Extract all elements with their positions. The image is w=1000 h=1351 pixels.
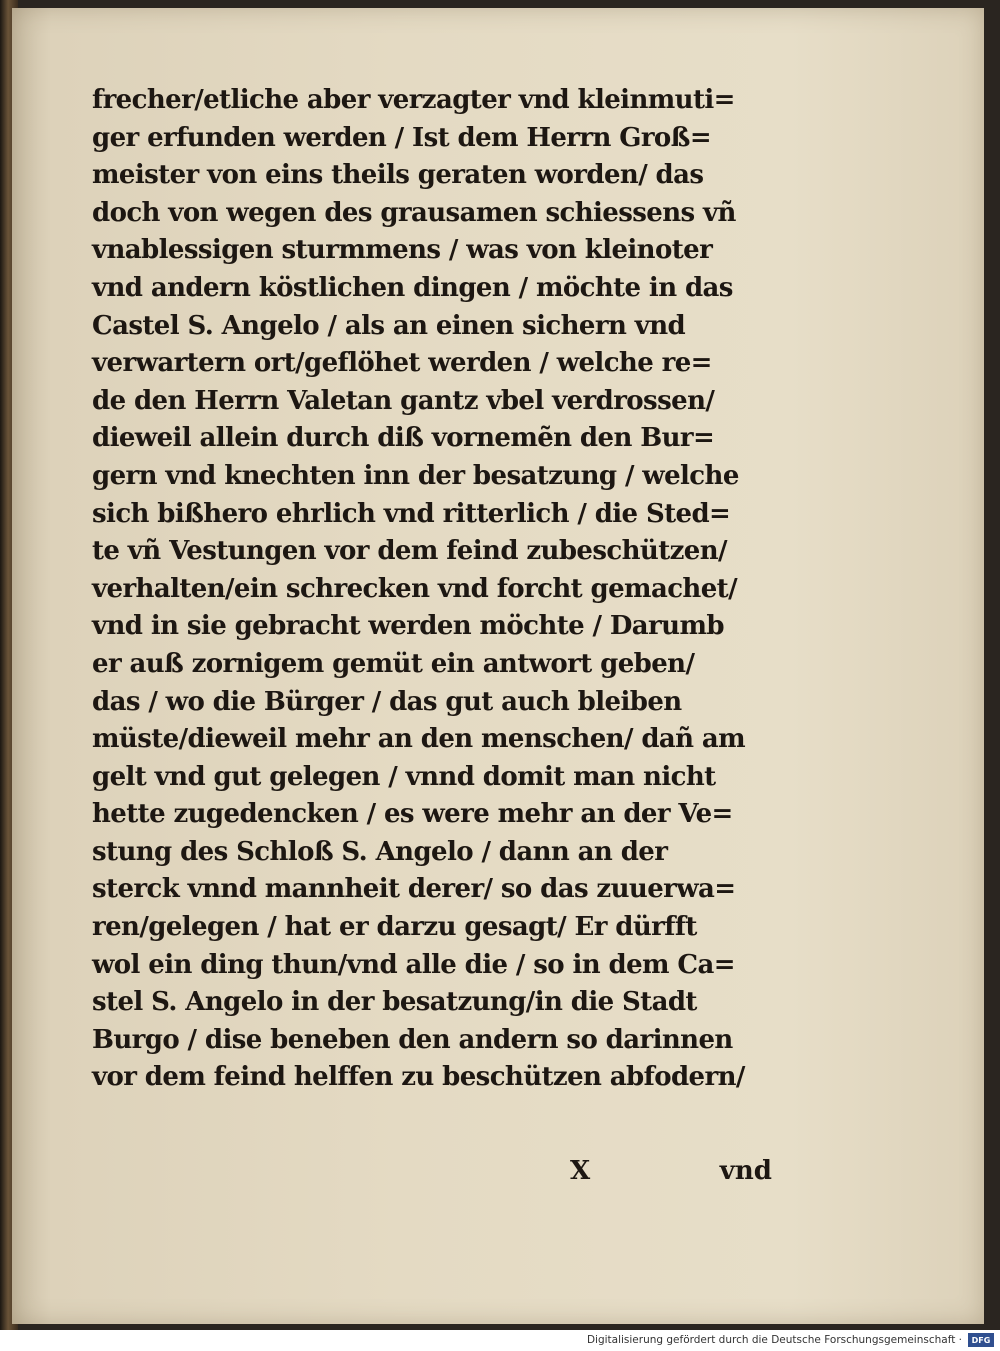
signature-catchword-row [92, 1156, 772, 1196]
text-line: stel S. Angelo in der besatzung/in die Stadt [92, 987, 697, 1018]
text-line: Castel S. Angelo / als an einen sichern vnd [92, 310, 686, 341]
catchword: vnd [719, 1156, 772, 1186]
text-line: vnablessigen sturmmens / was von kleinoter [92, 235, 713, 266]
text-line: stung des Schloß S. Angelo / dann an der [92, 836, 668, 867]
text-line: vor dem feind helffen zu beschützen abfodern/ [92, 1062, 745, 1093]
text-line: sich bißhero ehrlich vnd ritterlich / die Sted= [92, 498, 731, 529]
funding-notice: Digitalisierung gefördert durch die Deutsche Forschungsgemeinschaft · [586, 1334, 962, 1346]
text-line: ger erfunden werden / Ist dem Herrn Groß= [92, 122, 712, 153]
text-line: dieweil allein durch diß vornemẽn den Bur= [92, 423, 715, 454]
text-line: müste/dieweil mehr an den menschen/ dañ am [92, 724, 746, 755]
text-line: te vñ Vestungen vor dem feind zubeschützen/ [92, 536, 727, 567]
text-line: verhalten/ein schrecken vnd forcht gemachet/ [92, 573, 737, 604]
dfg-logo [968, 1333, 994, 1347]
text-line: hette zugedencken / es were mehr an der Ve= [92, 799, 733, 830]
text-line: meister von eins theils geraten worden/ das [92, 160, 704, 191]
footer-bar [0, 1330, 1000, 1351]
text-line: sterck vnnd mannheit derer/ so das zuuerwa= [92, 874, 736, 905]
text-line: wol ein ding thun/vnd alle die / so in dem Ca= [92, 949, 735, 980]
text-line: gern vnd knechten inn der besatzung / welche [92, 460, 739, 491]
text-line: ren/gelegen / hat er darzu gesagt/ Er dürfft [92, 912, 697, 943]
dfg-logo-text: DFG [971, 1335, 991, 1345]
text-line: das / wo die Bürger / das gut auch bleiben [92, 686, 682, 717]
text-line: Burgo / dise beneben den andern so darinnen [92, 1024, 733, 1055]
text-line: frecher/etliche aber verzagter vnd kleinmuti= [92, 85, 735, 115]
text-line: vnd in sie gebracht werden möchte / Darumb [92, 611, 724, 642]
text-line: doch von wegen des grausamen schiessens vñ [92, 197, 736, 228]
text-block [92, 82, 782, 1097]
text-line: gelt vnd gut gelegen / vnnd domit man nicht [92, 761, 716, 792]
text-line: verwartern ort/geflöhet werden / welche re= [92, 348, 712, 379]
text-line: de den Herrn Valetan gantz vbel verdrossen/ [92, 385, 715, 416]
text-line: er auß zornigem gemüt ein antwort geben/ [92, 648, 695, 679]
book-page [12, 8, 984, 1324]
signature-mark: X [570, 1156, 591, 1186]
text-line: vnd andern köstlichen dingen / möchte in das [92, 272, 733, 303]
